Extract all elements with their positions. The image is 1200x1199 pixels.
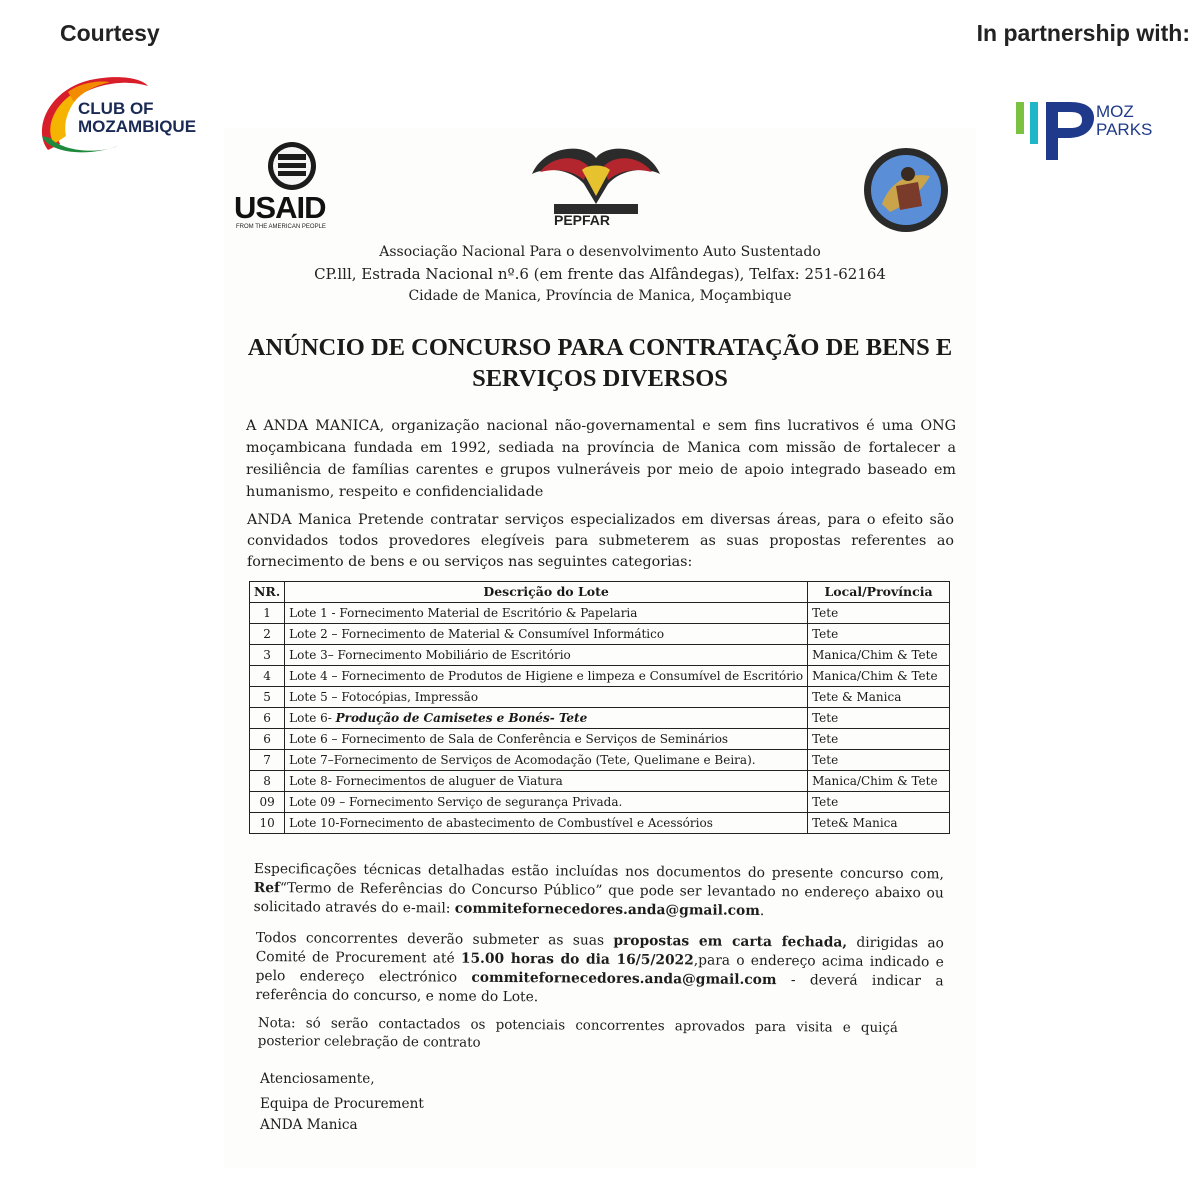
purpose-paragraph: ANDA Manica Pretende contratar serviços especializados em diversas áreas, para o efeito são convidados todos provedores elegíveis para submeterem as suas propostas referentes ao fornecimento de bens e ou serviços nas seguintes categorias: xyxy=(247,512,954,570)
usaid-tagline: FROM THE AMERICAN PEOPLE xyxy=(236,224,326,230)
row-location: Tete xyxy=(808,624,950,645)
organization-city: Cidade de Manica, Província de Manica, Moçambique xyxy=(408,288,792,304)
lots-table xyxy=(249,581,950,834)
row-location: Tete xyxy=(808,729,950,750)
courtesy-label: Courtesy xyxy=(60,20,160,46)
specs-ref: Ref xyxy=(253,879,281,897)
deadline-paragraph xyxy=(255,929,944,1010)
specs-end: . xyxy=(759,902,765,920)
table-row xyxy=(250,792,950,813)
signature-team: Equipa de Procurement xyxy=(260,1096,424,1112)
organization-address: CP.lll, Estrada Nacional nº.6 (em frente das Alfândegas), Telfax: 251-62164 xyxy=(314,265,886,283)
document-title xyxy=(244,332,956,394)
specs-text-1: Especificações técnicas detalhadas estão incluídas nos documentos do presente concurso com, xyxy=(253,860,944,883)
table-row xyxy=(250,603,950,624)
row-description: Lote 3– Fornecimento Mobiliário de Escritório xyxy=(285,645,808,666)
row-description xyxy=(285,708,808,729)
header-location: Local/Província xyxy=(808,582,950,603)
anda-logo xyxy=(860,146,952,234)
mozparks-logo xyxy=(1012,98,1162,162)
row-nr: 8 xyxy=(250,771,285,792)
row-nr: 3 xyxy=(250,645,285,666)
partnership-label: In partnership with: xyxy=(976,20,1190,46)
table-header-row xyxy=(250,582,950,603)
note-paragraph: Nota: só serão contactados os potenciais concorrentes aprovados para visita e quiçá posterior celebração de contrato xyxy=(257,1015,898,1051)
deadline-text-1: Todos concorrentes deverão submeter as suas xyxy=(255,929,614,949)
row-nr: 6 xyxy=(250,729,285,750)
row-nr: 6 xyxy=(250,708,285,729)
row-description: Lote 5 – Fotocópias, Impressão xyxy=(285,687,808,708)
row-location: Tete xyxy=(808,708,950,729)
row-location: Tete xyxy=(808,603,950,624)
table-row xyxy=(250,687,950,708)
title-line-2: SERVIÇOS DIVERSOS xyxy=(472,365,728,392)
row-description: Lote 10-Fornecimento de abastecimento de Combustível e Acessórios xyxy=(285,813,808,834)
deadline-email[interactable]: commitefornecedores.anda@gmail.com xyxy=(471,969,777,989)
row-location: Manica/Chim & Tete xyxy=(808,771,950,792)
table-row xyxy=(250,666,950,687)
pepfar-emblem-icon xyxy=(524,140,668,216)
mozparks-logo-line2: PARKS xyxy=(1096,120,1153,139)
deadline-text-3: ,para o endereço acima indicado e pelo endereço electrónico xyxy=(255,952,944,986)
club-of-mozambique-logo xyxy=(38,72,208,156)
deadline-text-2: dirigidas ao Comité de Procurement até xyxy=(255,934,944,967)
usaid-seal-icon xyxy=(234,140,352,192)
row-location: Tete& Manica xyxy=(808,813,950,834)
row-location: Manica/Chim & Tete xyxy=(808,645,950,666)
row-nr: 10 xyxy=(250,813,285,834)
row-description: Lote 7–Fornecimento de Serviços de Acomodação (Tete, Quelimane e Beira). xyxy=(285,750,808,771)
row-description: Lote 6 – Fornecimento de Sala de Conferência e Serviços de Seminários xyxy=(285,729,808,750)
pepfar-logo xyxy=(524,140,668,232)
usaid-wordmark: USAID xyxy=(234,190,326,225)
row-description: Lote 2 – Fornecimento de Material & Consumível Informático xyxy=(285,624,808,645)
specs-email[interactable]: commitefornecedores.anda@gmail.com xyxy=(454,900,760,919)
organization-name: Associação Nacional Para o desenvolvimento Auto Sustentado xyxy=(379,244,821,260)
table-row xyxy=(250,624,950,645)
row-nr: 5 xyxy=(250,687,285,708)
mozparks-logo-line1: MOZ xyxy=(1096,102,1134,121)
table-row xyxy=(250,750,950,771)
row-nr: 2 xyxy=(250,624,285,645)
table-row xyxy=(250,813,950,834)
club-logo-line1: CLUB OF xyxy=(78,99,154,118)
deadline-bold-1: propostas em carta fechada, xyxy=(613,932,848,951)
row-nr: 4 xyxy=(250,666,285,687)
deadline-text-4: - deverá indicar a referência do concurso, e nome do Lote. xyxy=(255,972,944,1006)
row-location: Manica/Chim & Tete xyxy=(808,666,950,687)
signature-closing: Atenciosamente, xyxy=(260,1071,375,1087)
club-logo-line2: MOZAMBIQUE xyxy=(78,117,197,136)
row-location: Tete & Manica xyxy=(808,687,950,708)
header-description: Descrição do Lote xyxy=(285,582,808,603)
table-row xyxy=(250,708,950,729)
title-line-1: ANÚNCIO DE CONCURSO PARA CONTRATAÇÃO DE BENS E xyxy=(247,334,953,361)
row-description: Lote 4 – Fornecimento de Produtos de Higiene e limpeza e Consumível de Escritório xyxy=(285,666,808,687)
row-description: Lote 09 – Fornecimento Serviço de segurança Privada. xyxy=(285,792,808,813)
row-location: Tete xyxy=(808,792,950,813)
table-row xyxy=(250,729,950,750)
row-description: Lote 1 - Fornecimento Material de Escritório & Papelaria xyxy=(285,603,808,624)
mozparks-mark-icon xyxy=(1012,98,1096,162)
usaid-logo xyxy=(234,140,352,232)
row-description-emphasis: Produção de Camisetes e Bonés- Tete xyxy=(335,711,588,725)
table-row xyxy=(250,645,950,666)
row-location: Tete xyxy=(808,750,950,771)
anda-emblem-icon xyxy=(860,146,952,234)
row-nr: 1 xyxy=(250,603,285,624)
deadline-date: 15.00 horas do dia 16/5/2022 xyxy=(460,950,694,969)
table-row xyxy=(250,771,950,792)
specifications-paragraph xyxy=(254,860,944,922)
row-description: Lote 8- Fornecimentos de aluguer de Viatura xyxy=(285,771,808,792)
row-description-prefix: Lote 6- xyxy=(289,711,336,725)
intro-paragraph: A ANDA MANICA, organização nacional não-governamental e sem fins lucrativos é uma ONG moçambicana fundada em 1992, sediada na província de Manica com missão de fortalecer a resiliência de famílias carentes e grupos vulneráveis por meio de apoio integrado baseado em humanismo, respeito e confidencialidade xyxy=(246,418,956,500)
row-nr: 09 xyxy=(250,792,285,813)
header-nr: NR. xyxy=(250,582,285,603)
pepfar-wordmark: PEPFAR xyxy=(554,212,611,228)
specs-text-2: “Termo de Referências do Concurso Público” que pode ser levantado no endereço abaixo ou solicitado através do e-mail: xyxy=(253,880,944,917)
row-nr: 7 xyxy=(250,750,285,771)
signature-org: ANDA Manica xyxy=(260,1117,358,1133)
